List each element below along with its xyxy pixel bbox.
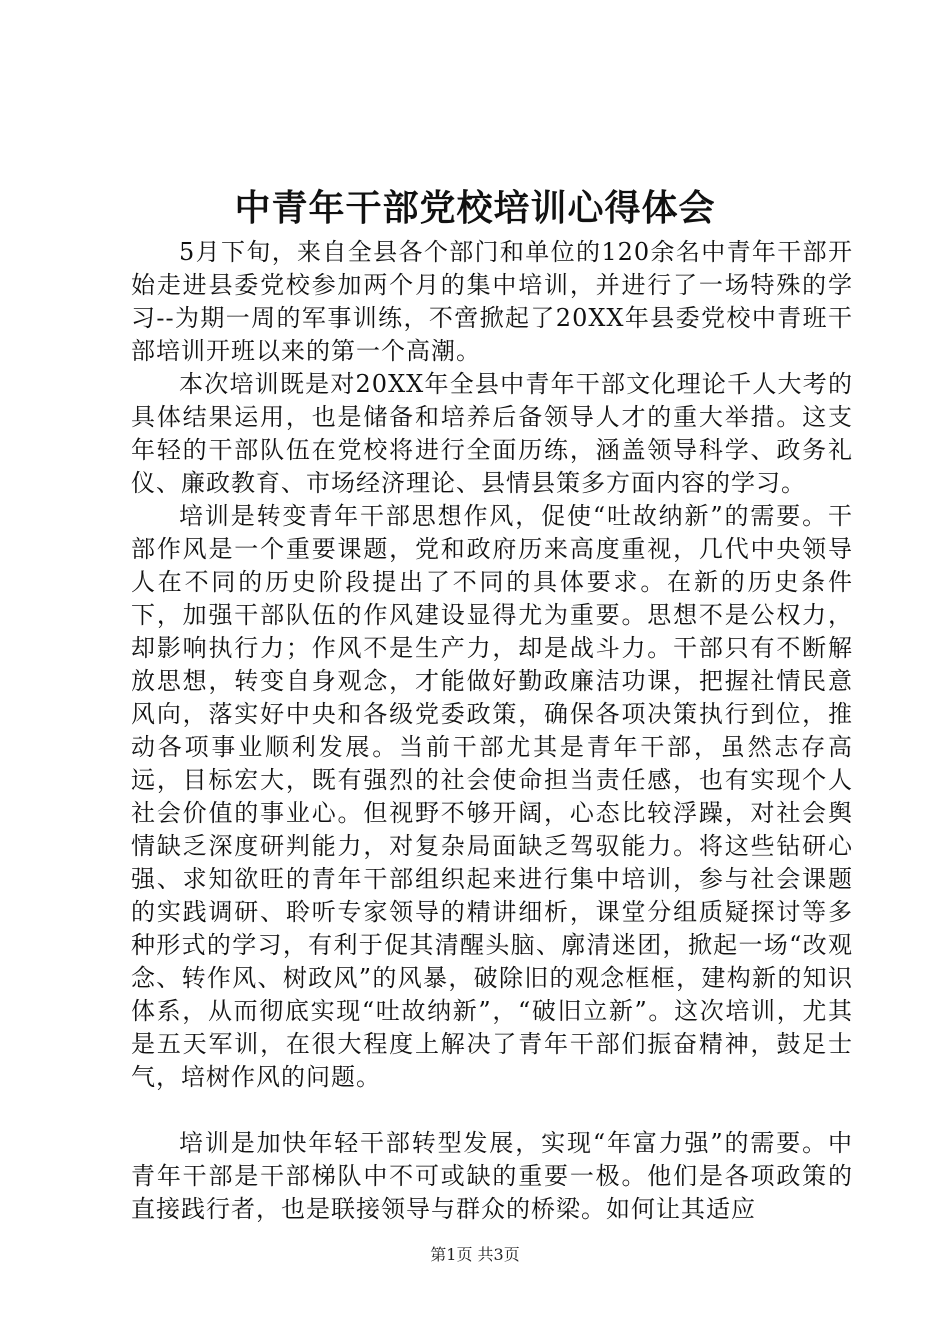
document-body — [131, 236, 853, 1226]
paragraph: 本次培训既是对20XX年全县中青年干部文化理论千人大考的具体结果运用，也是储备和培养后备领导人才的重大举措。这支年轻的干部队伍在党校将进行全面历练，涵盖领导科学、政务礼仪、廉政教育、市场经济理论、县情县策多方面内容的学习。 — [131, 370, 853, 497]
paragraph: 培训是转变青年干部思想作风，促使“吐故纳新”的需要。干部作风是一个重要课题，党和政府历来高度重视，几代中央领导人在不同的历史阶段提出了不同的具体要求。在新的历史条件下，加强干部队伍的作风建设显得尤为重要。思想不是公权力，却影响执行力；作风不是生产力，却是战斗力。干部只有不断解放思想，转变自身观念，才能做好勤政廉洁功课，把握社情民意风向，落实好中央和各级党委政策，确保各项决策执行到位，推动各项事业顺利发展。当前干部尤其是青年干部，虽然志存高远，目标宏大，既有强烈的社会使命担当责任感，也有实现个人社会价值的事业心。但视野不够开阔，心态比较浮躁，对社会舆情缺乏深度研判能力，对复杂局面缺乏驾驭能力。将这些钻研心强、求知欲旺的青年干部组织起来进行集中培训，参与社会课题的实践调研、聆听专家领导的精讲细析，课堂分组质疑探讨等多种形式的学习，有利于促其清醒头脑、廓清迷团，掀起一场“改观念、转作风、树政风”的风暴，破除旧的观念框框，建构新的知识体系，从而彻底实现“吐故纳新”，“破旧立新”。这次培训，尤其是五天军训，在很大程度上解决了青年干部们振奋精神，鼓足士气，培树作风的问题。 — [131, 502, 853, 1091]
paragraph: 5月下旬，来自全县各个部门和单位的120余名中青年干部开始走进县委党校参加两个月的集中培训，并进行了一场特殊的学习--为期一周的军事训练，不啻掀起了20XX年县委党校中青班干部培训开班以来的第一个高潮。 — [131, 238, 853, 365]
document-title: 中青年干部党校培训心得体会 — [234, 187, 716, 229]
page-number-footer: 第1页 共3页 — [430, 1245, 520, 1264]
paragraph: 培训是加快年轻干部转型发展，实现“年富力强”的需要。中青年干部是干部梯队中不可或缺的重要一极。他们是各项政策的直接践行者，也是联接领导与群众的桥梁。如何让其适应 — [131, 1129, 853, 1223]
